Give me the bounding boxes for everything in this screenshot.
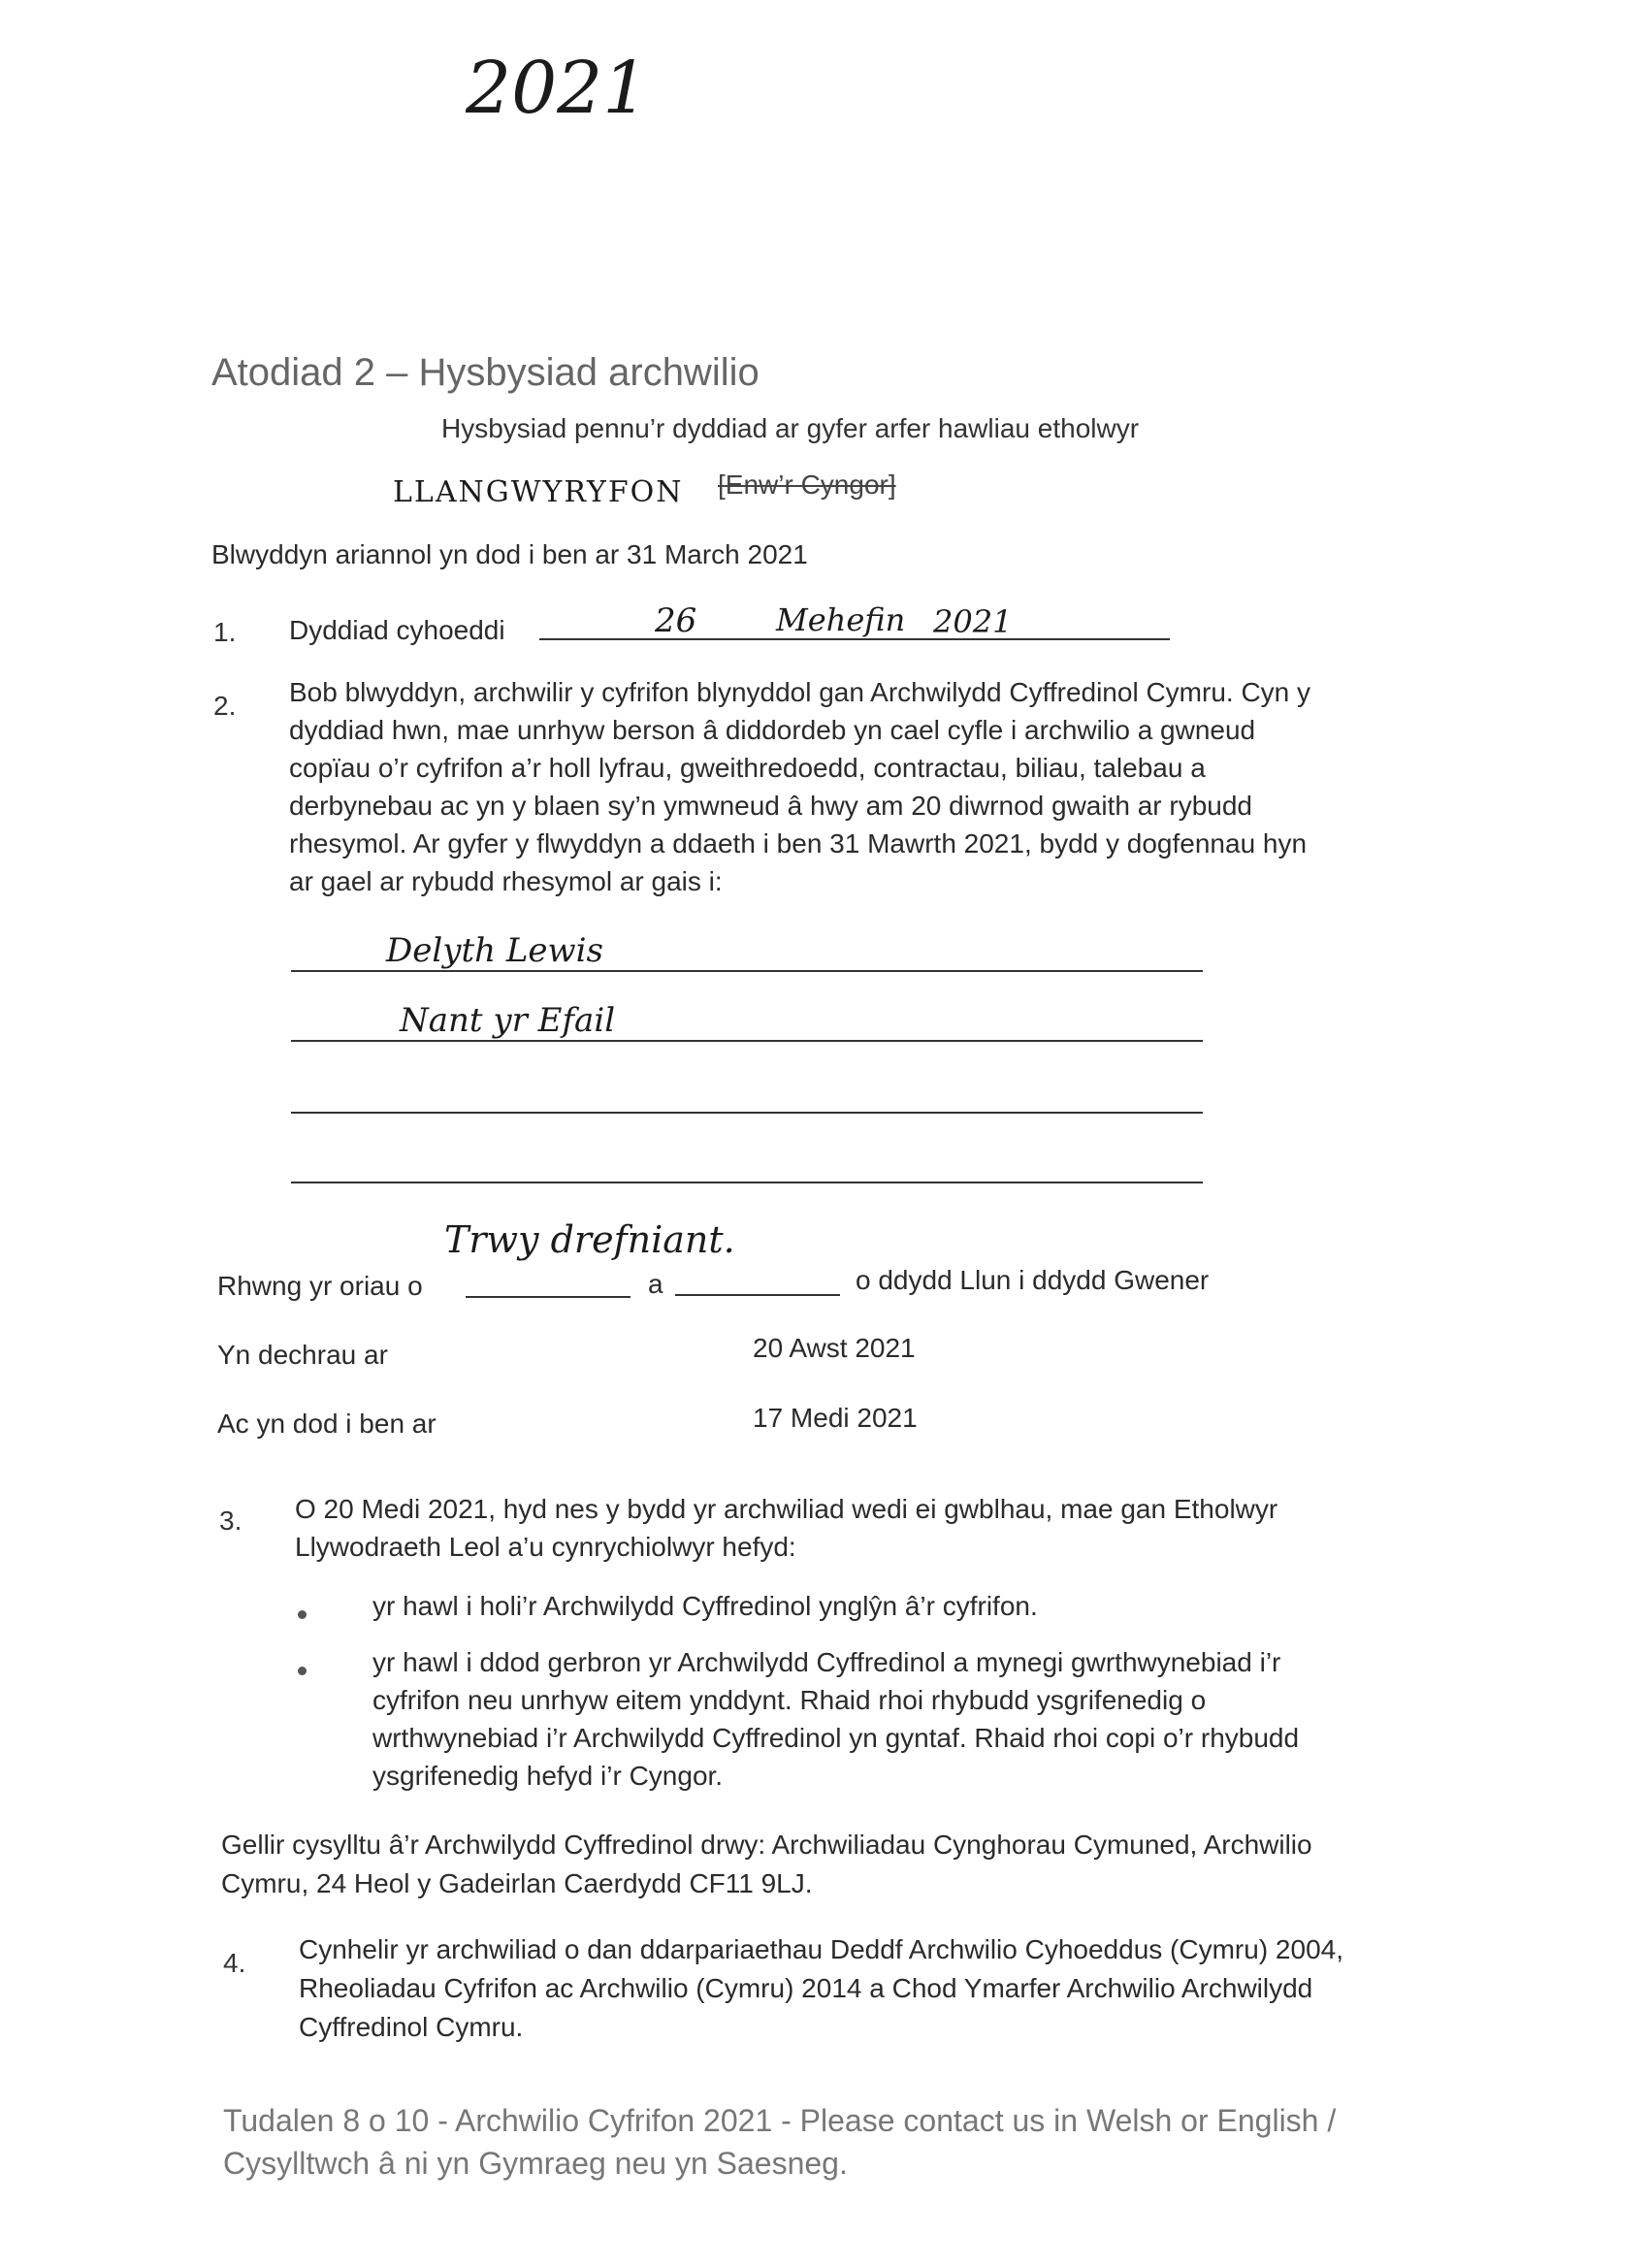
section-3-number: 3.	[219, 1506, 242, 1536]
bullet-item-line: ysgrifenedig hefyd i’r Cyngor.	[372, 1761, 724, 1791]
section-4-line: Cyffredinol Cymru.	[299, 2012, 524, 2042]
section-4-text	[299, 1930, 1343, 2047]
publication-date-year: 2021	[933, 603, 1013, 640]
bullet-item	[372, 1587, 1038, 1626]
section-2-line: rhesymol. Ar gyfer y flwyddyn a ddaeth i ben 31 Mawrth 2021, bydd y dogfennau hyn	[289, 828, 1308, 859]
page-footer	[223, 2099, 1336, 2185]
bullet-item	[372, 1643, 1299, 1795]
contact-paragraph-line: Cymru, 24 Heol y Gadeirlan Caerdydd CF11 9LJ.	[221, 1868, 813, 1898]
hours-label-start: Rhwng yr oriau o	[217, 1271, 423, 1301]
section-4-number: 4.	[223, 1948, 246, 1978]
bullet-item-line: yr hawl i ddod gerbron yr Archwilydd Cyffredinol a mynegi gwrthwynebiad i’r	[372, 1647, 1281, 1677]
publication-date-day: 26	[655, 601, 697, 640]
contact-paragraph	[221, 1826, 1312, 1903]
section-4-line: Cynhelir yr archwiliad o dan ddarpariaethau Deddf Archwilio Cyhoeddus (Cymru) 2004,	[299, 1934, 1343, 1964]
section-2-line: derbynebau ac yn y blaen sy’n ymwneud â hwy am 20 diwrnod gwaith ar rybudd	[289, 791, 1253, 821]
contact-line-4	[291, 1182, 1203, 1183]
start-date: 20 Awst 2021	[753, 1333, 916, 1363]
publication-date-label: Dyddiad cyhoeddi	[289, 615, 505, 645]
section-2-line: copïau o’r cyfrifon a’r holl lyfrau, gweithredoedd, contractau, biliau, talebau a	[289, 753, 1206, 783]
subheading: Hysbysiad pennu’r dyddiad ar gyfer arfer hawliau etholwyr	[441, 413, 1140, 443]
contact-line-1	[291, 970, 1203, 972]
contact-address: Nant yr Efail	[400, 1001, 616, 1040]
start-label: Yn dechrau ar	[217, 1340, 388, 1370]
publication-date-line	[539, 638, 1170, 640]
contact-paragraph-line: Gellir cysylltu â’r Archwilydd Cyffredinol drwy: Archwiliadau Cynghorau Cymuned, Archwilio	[221, 1830, 1312, 1860]
publication-date-month: Mehefin	[776, 601, 906, 638]
handwritten-year: 2021	[466, 47, 649, 130]
section-3-line: Llywodraeth Leol a’u cynrychiolwyr hefyd:	[295, 1532, 796, 1562]
end-date: 17 Medi 2021	[753, 1403, 918, 1433]
section-2-text	[289, 673, 1310, 900]
hours-label-end: o ddydd Llun i ddydd Gwener	[856, 1265, 1210, 1295]
end-label: Ac yn dod i ben ar	[217, 1409, 436, 1439]
section-3-line: O 20 Medi 2021, hyd nes y bydd yr archwiliad wedi ei gwblhau, mae gan Etholwyr	[295, 1494, 1278, 1524]
hours-to-line	[675, 1294, 840, 1296]
contact-line-3	[291, 1112, 1203, 1114]
bullet-item-line: yr hawl i holi’r Archwilydd Cyffredinol ynglŷn â’r cyfrifon.	[372, 1591, 1038, 1621]
section-4-line: Rheoliadau Cyfrifon ac Archwilio (Cymru) 2014 a Chod Ymarfer Archwilio Archwilydd	[299, 1973, 1313, 2003]
hours-label-and: a	[648, 1269, 663, 1299]
section-2-line: Bob blwyddyn, archwilir y cyfrifon blynyddol gan Archwilydd Cyffredinol Cymru. Cyn y	[289, 677, 1311, 707]
section-2-line: dyddiad hwn, mae unrhyw berson â diddordeb yn cael cyfle i archwilio a gwneud	[289, 715, 1256, 745]
financial-year-line: Blwyddyn ariannol yn dod i ben ar 31 March 2021	[211, 539, 808, 569]
council-name: LLANGWYRYFON	[393, 475, 684, 509]
section-2-line: ar gael ar rybudd rhesymol ar gais i:	[289, 866, 723, 896]
bullet-item-line: cyfrifon neu unrhyw eitem ynddynt. Rhaid rhoi rhybudd ysgrifenedig o	[372, 1685, 1207, 1715]
bullet-dot	[298, 1610, 307, 1619]
page-title: Atodiad 2 – Hysbysiad archwilio	[211, 351, 760, 394]
contact-line-2	[291, 1040, 1203, 1042]
section-2-number: 2.	[213, 691, 237, 721]
bullet-dot	[298, 1667, 307, 1675]
contact-name: Delyth Lewis	[386, 931, 603, 970]
council-placeholder: [Enw’r Cyngor]	[718, 470, 896, 500]
section-3-text	[295, 1490, 1277, 1566]
hours-handwritten-note: Trwy drefniant.	[444, 1218, 735, 1261]
section-1-number: 1.	[213, 617, 237, 647]
hours-from-line	[466, 1296, 630, 1298]
bullet-item-line: wrthwynebiad i’r Archwilydd Cyffredinol yn gyntaf. Rhaid rhoi copi o’r rhybudd	[372, 1723, 1300, 1753]
footer-line: Cysylltwch â ni yn Gymraeg neu yn Saesneg.	[223, 2146, 848, 2181]
footer-line: Tudalen 8 o 10 - Archwilio Cyfrifon 2021 - Please contact us in Welsh or English /	[223, 2103, 1337, 2138]
